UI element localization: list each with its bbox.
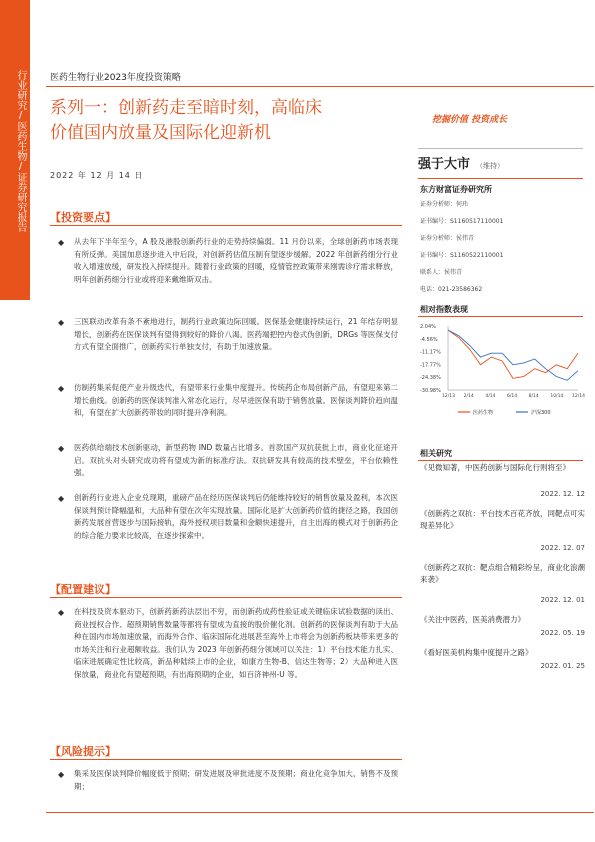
report-series: 医药生物行业2023年度投资策略 [50,73,181,83]
bullet-item [58,382,398,420]
bullet-text: 集采及医保谈判降价幅度低于预期；研发进展及审批进度不及预期；商业化竞争加大，销售不及预期； [74,769,398,791]
section-heading-investment [50,206,402,226]
footer-divider [46,812,594,813]
related-report-date: 2022. 05. 19 [540,629,585,637]
x-tick-label: 6/14 [507,394,518,399]
analyst-line: 电话：021-23586362 [420,286,483,293]
related-report[interactable]: 《看好医美机构集中度提升之路》 [420,648,533,657]
bullet-item [58,768,398,793]
tagline: 挖掘价值 投资成长 [432,115,508,125]
bullet-text: 医药供给端技术创新驱动，新型药物 IND 数量占比增多。首款国产双抗获批上市，商业化征途开启。双抗头对头研究成功将有望成为新的标准疗法。双抗研发具有较高的技术壁垒，平台依赖性强。 [74,443,398,477]
related-report[interactable]: 《见微知著，中医药创新与国际化行则将至》 [420,463,570,472]
bullet-item [58,316,398,354]
section-heading-text: 【配置建议】 [50,583,116,596]
header-divider [46,86,594,87]
title-line-2: 价值国内放量及国际化迎新机 [50,123,271,143]
related-report-date: 2022. 12. 01 [540,596,585,604]
section-heading-text: 【投资要点】 [50,211,116,224]
bullet-icon: ◆ [58,238,65,247]
bullet-icon: ◆ [58,318,65,327]
analyst-line: 证券分析师：侯伟青 [420,235,475,242]
bullet-icon: ◆ [58,608,65,617]
chart-heading-divider [418,316,583,317]
bullet-icon: ◆ [58,494,65,503]
bullet-icon: ◆ [58,444,65,453]
y-tick-label: -17.77% [420,362,441,369]
rating-value: 强于大市 [418,157,471,172]
series-line-pharma [448,330,578,378]
institution-name: 东方财富证券研究所 [420,185,492,194]
sidebar-label: 行业研究/医药生物/证券研究报告 [15,70,26,232]
relative-index-chart [418,322,583,422]
bullet-text: 在科技及资本驱动下，创新药新药法层出不穷，而创新药成药性验证或关键临床试验数据的读出、商业授权合作、超预期销售数量等都将有望成为直接的股价催化剂。创新药的医保谈判有助于大品种在国内市场加速放量，而海外合作、临床国际化进展甚至海外上市将会为创新药板块带来更多的市场关注和行业超额收益。我们认为 2023 年创新药细分领域可以关注：1）平台技术能力扎实、临床进展确定性比较高，新品种陆续上市的企业，如康方生物-B、信达生物等；2）大品种进入医保放量，商业化有望超预期，有出海预期的企业，如百济神州-U 等。 [74,607,398,679]
bullet-item [58,442,398,480]
title-line-1: 系列一：创新药走至暗时刻，高临床 [50,98,322,118]
analyst-line: 证书编号：S1160522110001 [420,252,504,259]
y-tick-label: -11.17% [420,349,441,356]
related-heading: 相关研究 [420,449,452,458]
x-tick-label: 12/14 [572,394,585,399]
y-tick-label: -24.38% [420,375,441,382]
y-tick-label: -4.56% [420,336,438,343]
bullet-icon: ◆ [58,384,65,393]
related-heading-divider [418,460,583,461]
series-line-csi300 [448,330,578,380]
bullet-item [58,236,398,286]
y-tick-label: -30.98% [420,388,441,394]
bullet-item [58,606,398,681]
chart-heading: 相对指数表现 [420,305,468,314]
related-report[interactable]: 《创新药之双抗：靶点组合精彩纷呈，商业化浪潮来袭》 [420,563,585,584]
page-title [50,96,400,146]
bullet-icon: ◆ [58,770,65,779]
rating-box [418,148,583,172]
related-report-date: 2022. 12. 07 [540,544,585,552]
x-tick-label: 2/14 [463,394,474,399]
rating-divider [418,178,583,179]
legend-label: 医药生物 [473,410,494,416]
y-tick-label: 2.04% [420,324,436,330]
bullet-text: 三医联动改革有条不紊地进行，制药行业政策边际回暖。医保基金健康持续运行，21 年结存明显增长，创新药在医保谈判有望得到较好的降价八渴。医药端把控内卷式伪创新，DRGs 等医保支付方式有望全面推广，创新药实行单独支付，有助于加速放量。 [74,317,398,351]
related-report[interactable]: 《创新药之双抗：平台技术百花齐放，同靶点可实现差异化》 [420,509,585,530]
bullet-text: 从去年下半年至今，A 股及港股创新药行业的走势持续偏弱。11 月份以来，全球创新药市场表现有所反弹。美国加息逐步进入中后段，对创新药估值压制有望逐步缓解。2022 年创新药细分行业收入增速放缓，研发投入持续提升。随着行业政策的回暖，疫情管控政策带来刚需诊疗需求释放，明年创新药细分行业或将迎来戴维斯双击。 [74,237,398,284]
bullet-text: 仿制药集采促使产业升级迭代，有望带来行业集中度提升。传统药企布局创新产品，有望迎来第二增长曲线。创新药的医保谈判准入常态化运行，尽早进医保有助于销售放量。医保谈判降价趋向温和，有望在扩大创新药带妆的同时提升净利润。 [74,383,398,417]
x-tick-label: 8/14 [528,394,539,399]
analyst-line: 证券分析师：何玮 [420,201,469,208]
related-report[interactable]: 《关注中医药，医美消费潜力》 [420,615,525,624]
rating-note: （维持） [476,162,505,170]
report-date: 2022 年 12 月 14 日 [50,171,144,180]
related-report-date: 2022. 12. 12 [540,490,585,498]
analyst-line: 联系人：侯伟青 [420,269,463,276]
x-tick-label: 4/14 [485,394,496,399]
bullet-text: 创新药行业进入企业兑现期，重磅产品在经历医保谈判后仍能维持较好的销售放量及盈利，本次医保谈判预计降幅温和，大品种有望在次年实现放量。国际化是扩大创新药价值的捷径之路，我国创新药发展首营逐步与国际接轨，海外授权项目数量和金额快速提升，自主出海的模式对于创新药企的综合能力要求比较高，在逐步探索中。 [74,493,398,540]
section-heading-text: 【风险提示】 [50,745,116,758]
analyst-line: 证书编号：S1160517110001 [420,218,504,225]
section-heading-allocation [50,578,402,598]
bullet-item [58,492,398,542]
x-tick-label: 10/14 [550,394,564,399]
legend-label: 沪深300 [531,410,551,416]
section-heading-risk [50,740,402,760]
x-tick-label: 12/13 [442,394,455,399]
related-report-date: 2022. 01. 25 [540,662,585,670]
